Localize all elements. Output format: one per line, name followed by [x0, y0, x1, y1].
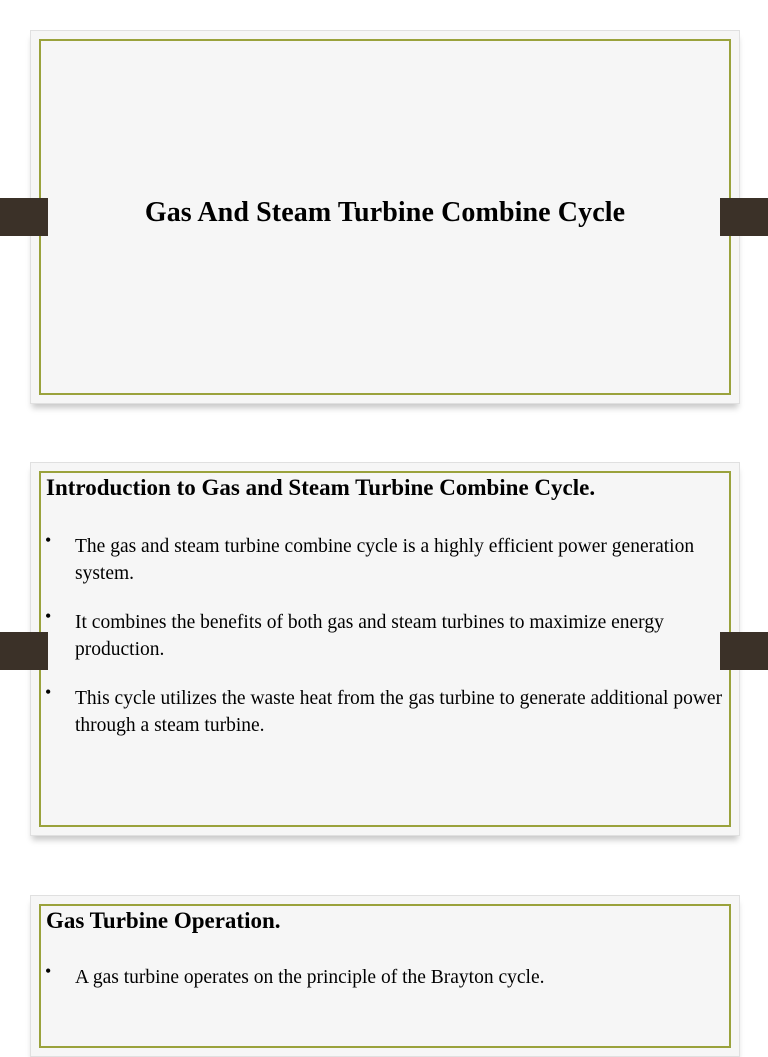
bullet-text: This cycle utilizes the waste heat from the gas turbine to generate additional power through a steam turbine. [75, 688, 723, 736]
list-item [45, 682, 729, 739]
slide-heading: Introduction to Gas and Steam Turbine Combine Cycle. [46, 475, 596, 500]
bullet-icon: • [45, 961, 52, 981]
slide-2 [30, 462, 740, 836]
bullet-text: It combines the benefits of both gas and steam turbines to maximize energy production. [75, 612, 664, 660]
slide-title: Gas And Steam Turbine Combine Cycle [144, 197, 626, 228]
bullet-icon: • [45, 682, 52, 702]
list-item [45, 961, 729, 991]
slide-3 [30, 895, 740, 1057]
slide-1 [30, 30, 740, 404]
list-item [45, 530, 729, 587]
bullet-icon: • [45, 606, 52, 626]
slide-tab-left [0, 198, 48, 236]
bullet-list [45, 961, 729, 1013]
slide-tab-right [720, 198, 768, 236]
slide-tab-right [720, 632, 768, 670]
bullet-text: A gas turbine operates on the principle of the Brayton cycle. [75, 967, 545, 988]
list-item [45, 606, 729, 663]
slide-heading: Gas Turbine Operation. [46, 908, 281, 933]
bullet-list [45, 530, 729, 761]
bullet-text: The gas and steam turbine combine cycle is a highly efficient power generation system. [75, 536, 695, 584]
slide-tab-left [0, 632, 48, 670]
bullet-icon: • [45, 530, 52, 550]
